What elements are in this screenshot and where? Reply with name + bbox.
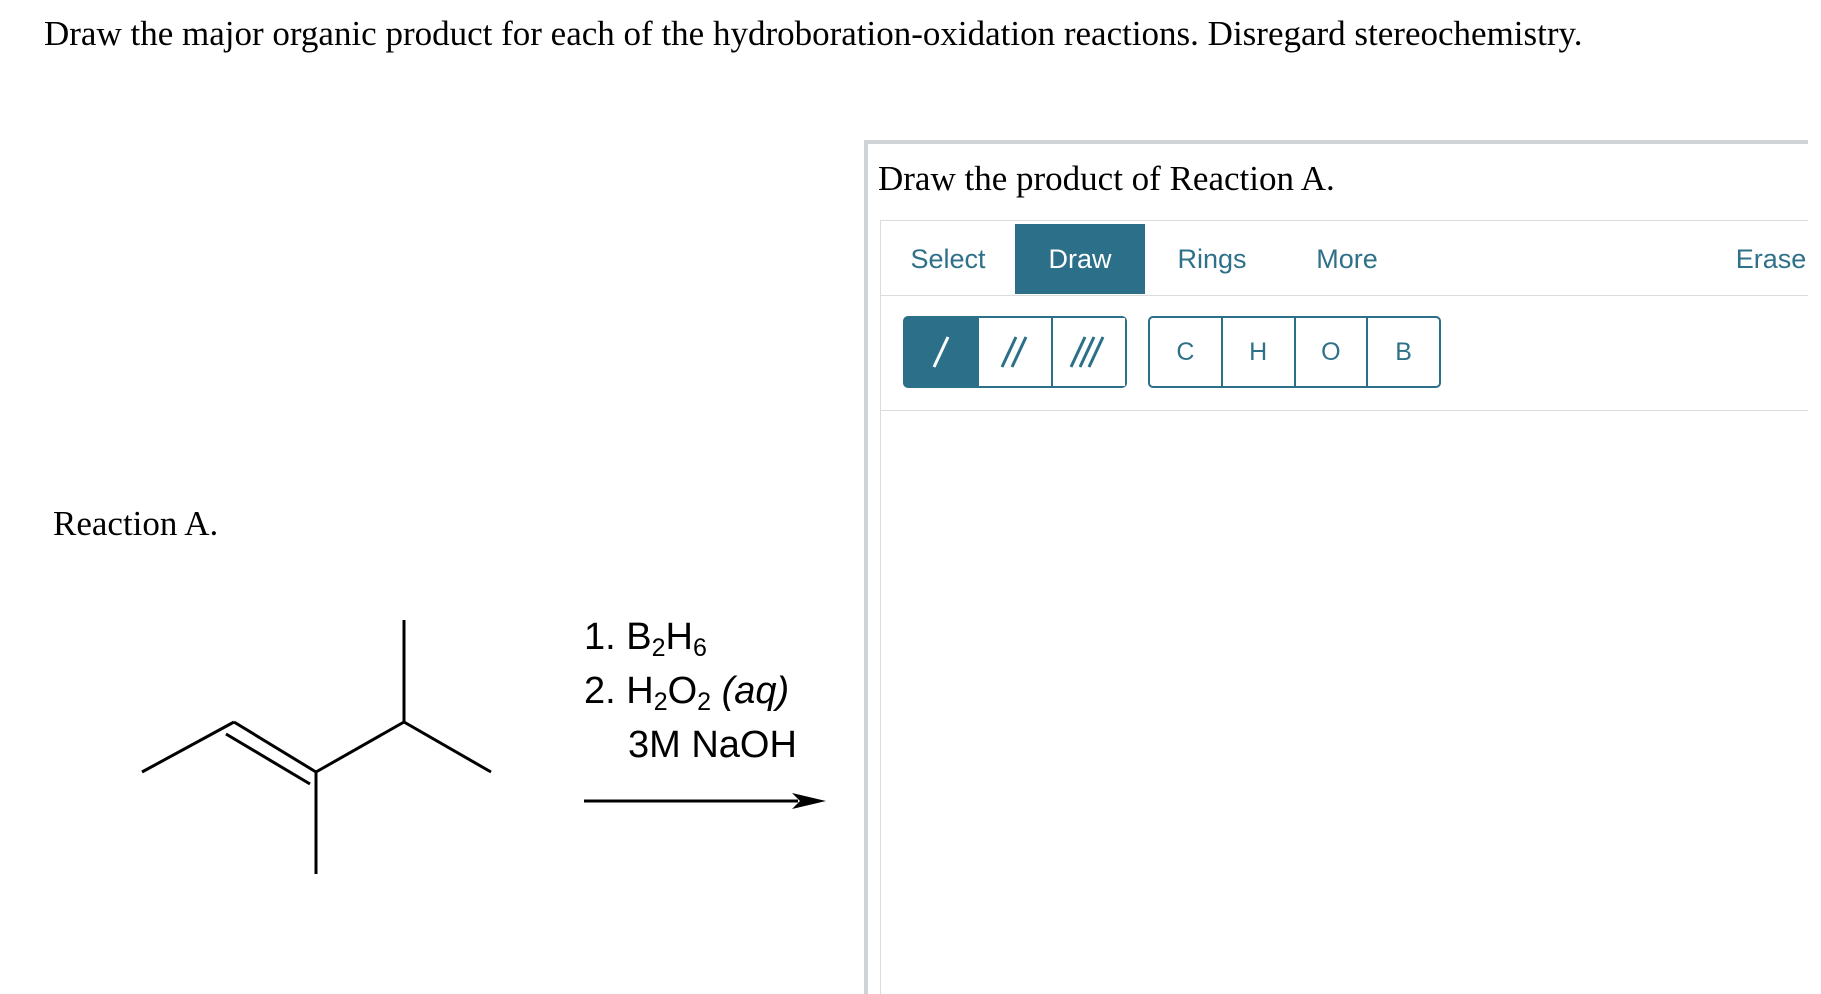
answer-panel bbox=[864, 140, 1808, 994]
bond-methyl-right bbox=[404, 722, 491, 772]
bond-to-ch bbox=[316, 722, 404, 772]
reagent-step-3: 3M NaOH bbox=[628, 724, 797, 766]
atom-button-carbon[interactable]: C bbox=[1150, 318, 1223, 386]
tab-select[interactable]: Select bbox=[910, 244, 986, 274]
reaction-label: Reaction A. bbox=[53, 504, 219, 543]
single-bond-icon bbox=[926, 332, 956, 372]
reagent-step-2: 2. $H_2O_2$ (aq) bbox=[584, 670, 790, 716]
tab-erase[interactable]: Erase bbox=[1735, 244, 1807, 274]
atom-button-boron[interactable]: B bbox=[1395, 338, 1412, 366]
triple-bond-button[interactable] bbox=[1053, 318, 1125, 386]
tab-more[interactable]: More bbox=[1316, 244, 1378, 274]
reagent-step-1: 1. $B_2H_6$ bbox=[584, 616, 707, 662]
double-bond-button[interactable] bbox=[979, 318, 1053, 386]
atom-button-hydrogen[interactable]: H bbox=[1223, 318, 1296, 386]
reaction-arrow bbox=[580, 786, 830, 816]
double-bond-icon bbox=[998, 332, 1032, 372]
reaction-conditions bbox=[584, 610, 797, 772]
tab-draw[interactable]: Draw bbox=[1015, 224, 1145, 294]
drawing-canvas[interactable] bbox=[881, 411, 1808, 994]
draw-toolbar bbox=[881, 296, 1808, 411]
bond-tool-group bbox=[903, 316, 1127, 388]
reactant-structure bbox=[0, 600, 520, 900]
molecule-sketcher bbox=[880, 220, 1808, 994]
tab-rings[interactable]: Rings bbox=[1177, 244, 1247, 274]
single-bond-button[interactable] bbox=[905, 318, 979, 386]
panel-title: Draw the product of Reaction A. bbox=[878, 159, 1335, 198]
bond-ch3-left bbox=[142, 722, 234, 772]
atom-button-oxygen[interactable]: O bbox=[1296, 318, 1369, 386]
triple-bond-icon bbox=[1069, 332, 1109, 372]
sketcher-tab-bar bbox=[881, 221, 1808, 296]
atom-tool-group bbox=[1148, 316, 1441, 388]
question-text: Draw the major organic product for each of the hydroboration-oxidation reactions. Disregard stereochemistry. bbox=[44, 14, 1583, 53]
